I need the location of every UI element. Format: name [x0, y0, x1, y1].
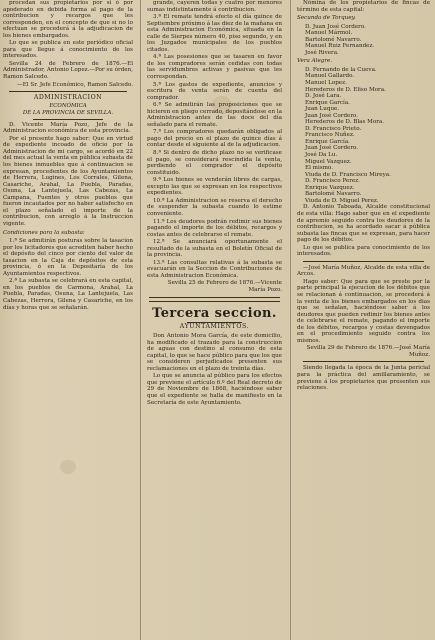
paragraph: Nómina de los propietarios de fincas de término de esta capital:	[297, 0, 430, 13]
paragraph: 5.ª Los gastos de expediente, anuncios y escritura de venta serán de cuenta del comprador.	[147, 81, 282, 101]
signature-line: —El Sr. Jefe Económico, Ramon Salcedo.	[17, 81, 133, 88]
paragraph: 6.ª Se admitirán las proposiciones que se hicieren en pliego cerrado, depositándose en la Administracion antes de las doce del día señalado para el remate.	[147, 102, 282, 128]
list-item: Herederos de D. Eliso Mora.	[305, 86, 386, 93]
column-middle	[147, 0, 282, 640]
section-subtitle: ECONÓMICA	[49, 102, 87, 109]
list-item: D. Juan José Cordero.	[305, 23, 366, 30]
list-item: D. José Lara.	[305, 93, 342, 100]
paragraph: 4.ª Las posesiones que se tasaren en favor de los compradores serán cedidas con todas las servidumbres activas y pasivas que les correspondan.	[147, 54, 282, 81]
list-item: Bartolomé Navarro.	[305, 191, 362, 198]
section-title: ADMINISTRACION	[33, 94, 103, 102]
paragraph: Lo que se anuncia al público para los efectos que previene el artículo 6.º del Real decreto de 29 de Noviembre de 1868, haciéndose saber que el expediente se halla de manifiesto en la Secretaría de este Ayuntamiento.	[147, 373, 282, 406]
list-item: Francisco Nuñez.	[305, 132, 355, 139]
list-item: Viuda de D. Miguel Perez.	[305, 197, 379, 204]
list-item: Manuel Mármol.	[305, 30, 353, 37]
paragraph: Siendo llegada la época de la Junta pericial para la práctica del amillaramiento, se previene á los propietarios que presenten sus relaciones.	[297, 365, 430, 392]
owner-list	[297, 24, 430, 57]
list-item: D. Francisco Perez.	[305, 178, 360, 185]
list-item: Enrique García.	[305, 138, 350, 145]
paragraph: Por el presente hago saber: Que en virtud de expediente incoado de oficio por la Administracion de mi cargo, se acordó en 22 del mes actual la venta en pública subasta de los bienes inmuebles que á continuacion se expresan, procedentes de los Ayuntamientos de Herrera, Lugines, Los Corrales, Gilena, Casariche, Arahal, La Puebla, Paradas, Osuna, La Lantejuela, Las Cabezas, La Campana, Fuentes y otros pueblos que fueron incautados por no haber satisfecho en el plazo señalado el importe de la contribucion, con arreglo á la Instruccion vigente.	[3, 135, 133, 227]
paragraph: Lo que se publica en este periódico oficial para que llegue á conocimiento de los interesados.	[3, 40, 133, 60]
list-item: Manuel Gallardo.	[305, 73, 355, 80]
paragraph: 10.ª La Administracion se reserva el derecho de suspender la subasta cuando lo estime conveniente.	[147, 197, 282, 217]
list-item: Enrique García.	[305, 99, 350, 106]
double-divider	[149, 297, 280, 302]
paragraph: Don Antonio Mora García, de este domicilio, ha modificado el trazado para la construccion de aguas con destino al consumo de esta capital, lo que se hace público para que los que se consideren perjudicados presenten sus reclamaciones en el plazo de treinta días.	[147, 333, 282, 372]
divider	[33, 119, 103, 120]
list-item: Juan José Cordero.	[305, 145, 359, 152]
paragraph: 1.ª Se admitirán posturas sobre la tasacion por los licitadores que acrediten haber hecho el depósito del cinco por ciento del valor de tasacion en la Caja de depósitos de esta provincia, ó en la Depositaría de los Ayuntamientos respectivos.	[3, 238, 133, 277]
list-item: José Rivera.	[305, 49, 339, 56]
list-item: Manuel Lopez.	[305, 80, 347, 87]
list-item: Juan Luque.	[305, 106, 340, 113]
owner-list	[297, 67, 430, 204]
paragraph: Sevilla 24 de Febrero de 1876.—El Administrador, Antonio Lopez.—Por su órden, Ramon Salcedo.	[3, 60, 133, 81]
column-right	[297, 0, 430, 640]
paragraph: D. Vicente María Pozo, Jefe de la Administracion económica de esta provincia.	[3, 121, 133, 135]
divider	[9, 91, 127, 92]
paragraph: 12.ª Se anunciará oportunamente el resultado de la subasta en el Boletín Oficial de la provincia.	[147, 239, 282, 259]
paragraph: grande, cayeren todas y cuatro por menores sumas indistintamente á contribucion.	[147, 0, 282, 13]
paragraph: D. Antonio Taboada, Alcalde constitucional de esta villa: Hago saber que en el expediente de apremio seguido contra los deudores de la contribucion, se ha acordado sacar á pública subasta las fincas que se expresan, para hacer pago de los débitos.	[297, 204, 430, 244]
column-left	[3, 0, 133, 640]
paragraph: 13.ª Las consultas relativas á la subasta se evacuarán en la Seccion de Contribuciones de esta Administracion Económica.	[147, 259, 282, 279]
paragraph: 8.ª Si dentro de dicho plazo no se verificase el pago, se considerará rescindida la venta, perdiendo el comprador el depósito constituido.	[147, 150, 282, 176]
column-rule	[290, 0, 291, 640]
list-item: Enrique Vazquez.	[305, 184, 355, 191]
paragraph: procedan sus propietarios por si ó por apoderado en debida forma al pago de la contribucion y recargos que les corresponden, en el concepto de que si no lo efectuan se procederá á la adjudicacion de los bienes embargados.	[3, 0, 133, 39]
conditions-heading: Condiciones para la subasta:	[3, 229, 85, 236]
divider	[303, 261, 424, 262]
paragraph: 9.ª Los bienes se venderán libres de cargas, excepto las que se expresan en los respectivos expedientes.	[147, 177, 282, 197]
list-item: Herederos de D. Blas Mora.	[305, 119, 385, 126]
list-item: Bartolomé Navarro.	[305, 36, 362, 43]
column-rule	[140, 0, 141, 640]
paragraph: —José María Muñoz, Alcalde de esta villa de Arcos.	[297, 264, 430, 278]
section-subheading: AYUNTAMIENTOS.	[179, 322, 250, 330]
list-heading: Vera Alegre.	[297, 58, 333, 65]
paragraph: 11.ª Los deudores podrán redimir sus bienes pagando el importe de los débitos, recargos y costas antes de celebrarse el remate.	[147, 218, 282, 238]
section-heading: Tercera seccion.	[152, 305, 277, 321]
signature-line: Sevilla 25 de Febrero de 1876.—Vicente María Pozo.	[167, 280, 282, 293]
list-item: Juan José Cordero.	[305, 112, 359, 119]
paragraph: 7.ª Los compradores quedarán obligados al pago del precio en el plazo de quince días á contar desde el siguiente al de la adjudicacion.	[147, 129, 282, 149]
signature-line: Sevilla 29 de Febrero de 1876.—José María Muñoz.	[306, 345, 430, 358]
list-item: El mismo.	[305, 165, 333, 172]
list-item: Viuda de D. Francisco Mireya.	[305, 171, 391, 178]
paragraph: Hago saber: Que para que se preste por la parte principal la ejecucion de los débitos que se relacionan á continuacion, se procederá á la venta de los bienes embargados en los dias que se señalan, haciéndose saber á los deudores que pueden redimir los bienes antes de celebrarse el remate, pagando el importe de los débitos, recargos y costas devengados en el procedimiento seguido contra los mismos.	[297, 278, 430, 344]
list-item: Miguel Vazquez.	[305, 158, 352, 165]
divider	[303, 361, 424, 362]
paragraph: 3.ª El remate tendrá efecto el día quince de Septiembre próximo á las diez de la mañana en esta Administracion Económica, situada en la calle de Sierpes número 40, piso segundo, y en los Juzgados municipales de los pueblos citados.	[147, 14, 282, 53]
paragraph: Lo que se publica para conocimiento de los interesados.	[297, 244, 430, 258]
list-item: D. Francisco Prieto.	[305, 125, 362, 132]
list-item: José Da Lu.	[305, 152, 338, 159]
list-heading: Secunda de Torquey.	[297, 15, 356, 22]
list-item: Manuel Ruiz Fernandez.	[305, 43, 375, 50]
list-item: D. Fernando de la Cueva.	[305, 66, 377, 73]
section-subtitle-2: DE LA PROVINCIA DE SEVILLA.	[22, 110, 114, 117]
paragraph: 2.ª La subasta se celebrará en esta capital, en los pueblos de Carmona, Arahal, La Puebla, Paradas, Osuna, La Lantejuela, Las Cabezas, Herrera, Gilena y Casariche, en los días y horas que se señalarán.	[3, 278, 133, 311]
